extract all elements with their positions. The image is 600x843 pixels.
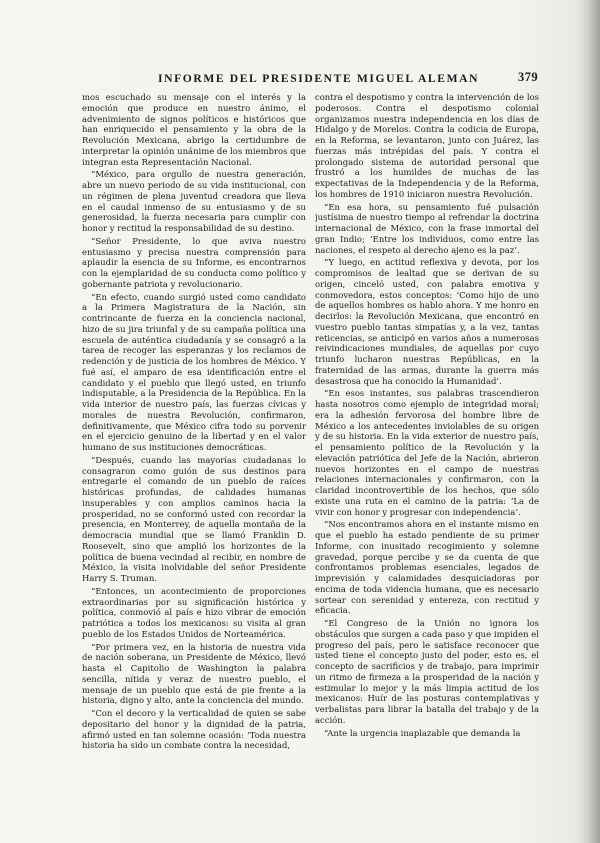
- paragraph: “Nos encontramos ahora en el instante mismo en que el pueblo ha estado pendiente de su primer Informe, con inusitado recogimiento y solemne gravedad, porque percibe y se da cuenta de que confrontamos problemas esenciales, legados de imprevisión y calamidades desquiciadoras por encima de toda videncia humana, que es necesario sortear con serenidad y entereza, con rectitud y eficacia.: [315, 519, 539, 616]
- right-column: [315, 92, 539, 812]
- paragraph: “En esos instantes, sus palabras trascendieron hasta nosotros como ejemplo de integridad moral; era la adhesión fervorosa del hombre libre de México a los antecedentes inviolables de su origen y de su historia. En la vida exterior de nuestro país, el pensamiento político de la Revolución y la elevación patriótica del Jefe de la Nación, abrieron nuevos horizontes en el campo de nuestras relaciones internacionales y confirmaron, con la claridad incontrovertible de los hechos, que sólo existe una ruta en el camino de la patria: ‘La de vivir con honor y progresar con independencia’.: [315, 388, 539, 517]
- paragraph: mos escuchado su mensaje con el interés y la emoción que produce en nuestro ánimo, el advenimiento de signos políticos e históricos que han enriquecido el pensamiento y la obra de la Revolución Mexicana, abrigo la certidumbre de interpretar la opinión unánime de los miembros que integran esta Representación Nacional.: [82, 92, 306, 167]
- page-number: 379: [518, 70, 538, 84]
- left-column: [82, 92, 306, 812]
- running-title: INFORME DEL PRESIDENTE MIGUEL ALEMAN: [158, 72, 480, 85]
- paragraph: “Con el decoro y la verticalidad de quien se sabe depositario del honor y la dignidad de la patria, afirmó usted en tan solemne ocasión: ‘Toda nuestra historia ha sido un combate contra la necesidad,: [82, 708, 306, 751]
- paragraph: “Ante la urgencia inaplazable que demanda la: [324, 727, 521, 738]
- running-header: [158, 72, 538, 90]
- paragraph: “El Congreso de la Unión no ignora los obstáculos que surgen a cada paso y que impiden el progreso del país, pero le satisface reconocer que usted tiene el concepto justo del poder, esto es, el concepto de sacrificios y de trabajo, para imprimir un ritmo de firmeza a la prosperidad de la nación y estimular lo mejor y la más limpia actitud de los mexicanos: Huír de las posturas contemplativas y verbalistas para librar la batalla del trabajo y de la acción.: [315, 618, 539, 725]
- paragraph: “Entonces, un acontecimiento de proporciones extraordinarias por su significación histórica y política, conmovió al país e hizo vibrar de emoción patriótica a todos los mexicanos: su visita al gran pueblo de los Estados Unidos de Norteamérica.: [82, 585, 306, 639]
- paragraph: “Señor Presidente, lo que aviva nuestro entusiasmo y precisa nuestra comprensión para aplaudir la esencia de su Informe, es encontrarnos con la ejemplaridad de su conducta como político y gobernante patriota y revolucionario.: [82, 235, 306, 289]
- page-edge-shadow: [574, 0, 600, 843]
- paragraph: contra el despotismo y contra la intervención de los poderosos. Contra el despotismo colonial organizamos nuestra independencia en los días de Hidalgo y de Morelos. Contra la codicia de Europa, en la Reforma, se levantaron, junto con Juárez, las fuerzas más intrépidas del país. Y contra el prolongado sistema de autoridad personal que frustró a los humildes de muchas de las expectativas de la Independencia y de la Reforma, los hombres de 1910 iniciaron nuestra Revolución.: [315, 92, 539, 199]
- paragraph: “Por primera vez, en la historia de nuestra vida de nación soberana, un Presidente de México, llevó hasta el Capitolio de Washington la palabra sencilla, nítida y veraz de nuestro pueblo, el mensaje de un pueblo que está de pie frente a la historia, digno y alto, ante la conciencia del mundo.: [82, 641, 306, 706]
- paragraph: “En esa hora, su pensamiento fué pulsación justísima de nuestro tiempo al refrendar la doctrina internacional de México, con la frase inmortal del gran Indio; ‘Entre los individuos, como entre las naciones, el respeto al derecho ajeno es la paz’.: [315, 201, 539, 255]
- paragraph: “México, para orgullo de nuestra generación, abre un nuevo periodo de su vida institucional, con un régimen de plena juventud creadora que lleva en el caudal inmenso de su entusiasmo y de su generosidad, la fuerza necesaria para cumplir con honor y rectitud la responsabilidad de su destino.: [82, 169, 306, 233]
- paragraph: “Y luego, en actitud reflexiva y devota, por los compromisos de lealtad que se derivan de su origen, cinceló usted, con palabra emotiva y conmovedora, estos conceptos: ‘Como hijo de uno de aquellos hombres os hablo ahora. Y me honro en decirlos: la Revolución Mexicana, que encontró en vuestro pueblo tantas simpatías y, a la vez, tantas reticencias, se anticipó en varios años a numerosas reivindicaciones mundiales, de aquellas por cuyo triunfo lucharon nuestras Repúblicas, en la fraternidad de las armas, durante la guerra más desastrosa que ha conocido la Humanidad’.: [315, 257, 539, 386]
- paragraph: “Después, cuando las mayorías ciudadanas lo consagraron como guión de sus destinos para entregarle el comando de un pueblo de raíces históricas profundas, de calidades humanas insuperables y con amplios caminos hacia la prosperidad, no se conformó usted con recordar la presencia, en Monterrey, de aquella montaña de la democracia mundial que se llamó Franklin D. Roosevelt, sino que amplió los horizontes de la política de buena vecindad al recibir, en nombre de México, la visita inolvidable del señor Presidente Harry S. Truman.: [82, 454, 306, 583]
- paragraph: “En efecto, cuando surgió usted como candidato a la Primera Magistratura de la Nación, sin contrincante de fuerza en la conciencia nacional, hizo de su jira triunfal y de su campaña política una escuela de auténtica ciudadanía y se consagró a la tarea de recoger las esperanzas y los reclamos de redención y de justicia de los hombres de México. Y fué así, el amparo de esa identificación entre el candidato y el pueblo que llegó usted, en triunfo indisputable, a la Presidencia de la República. En la vida interior de nuestro país, las fuerzas cívicas y morales de nuestra Revolución, confirmaron, definitivamente, que México cifra todo su porvenir en el ejercicio genuino de la libertad y en el valor humano de sus instituciones democráticas.: [82, 291, 306, 452]
